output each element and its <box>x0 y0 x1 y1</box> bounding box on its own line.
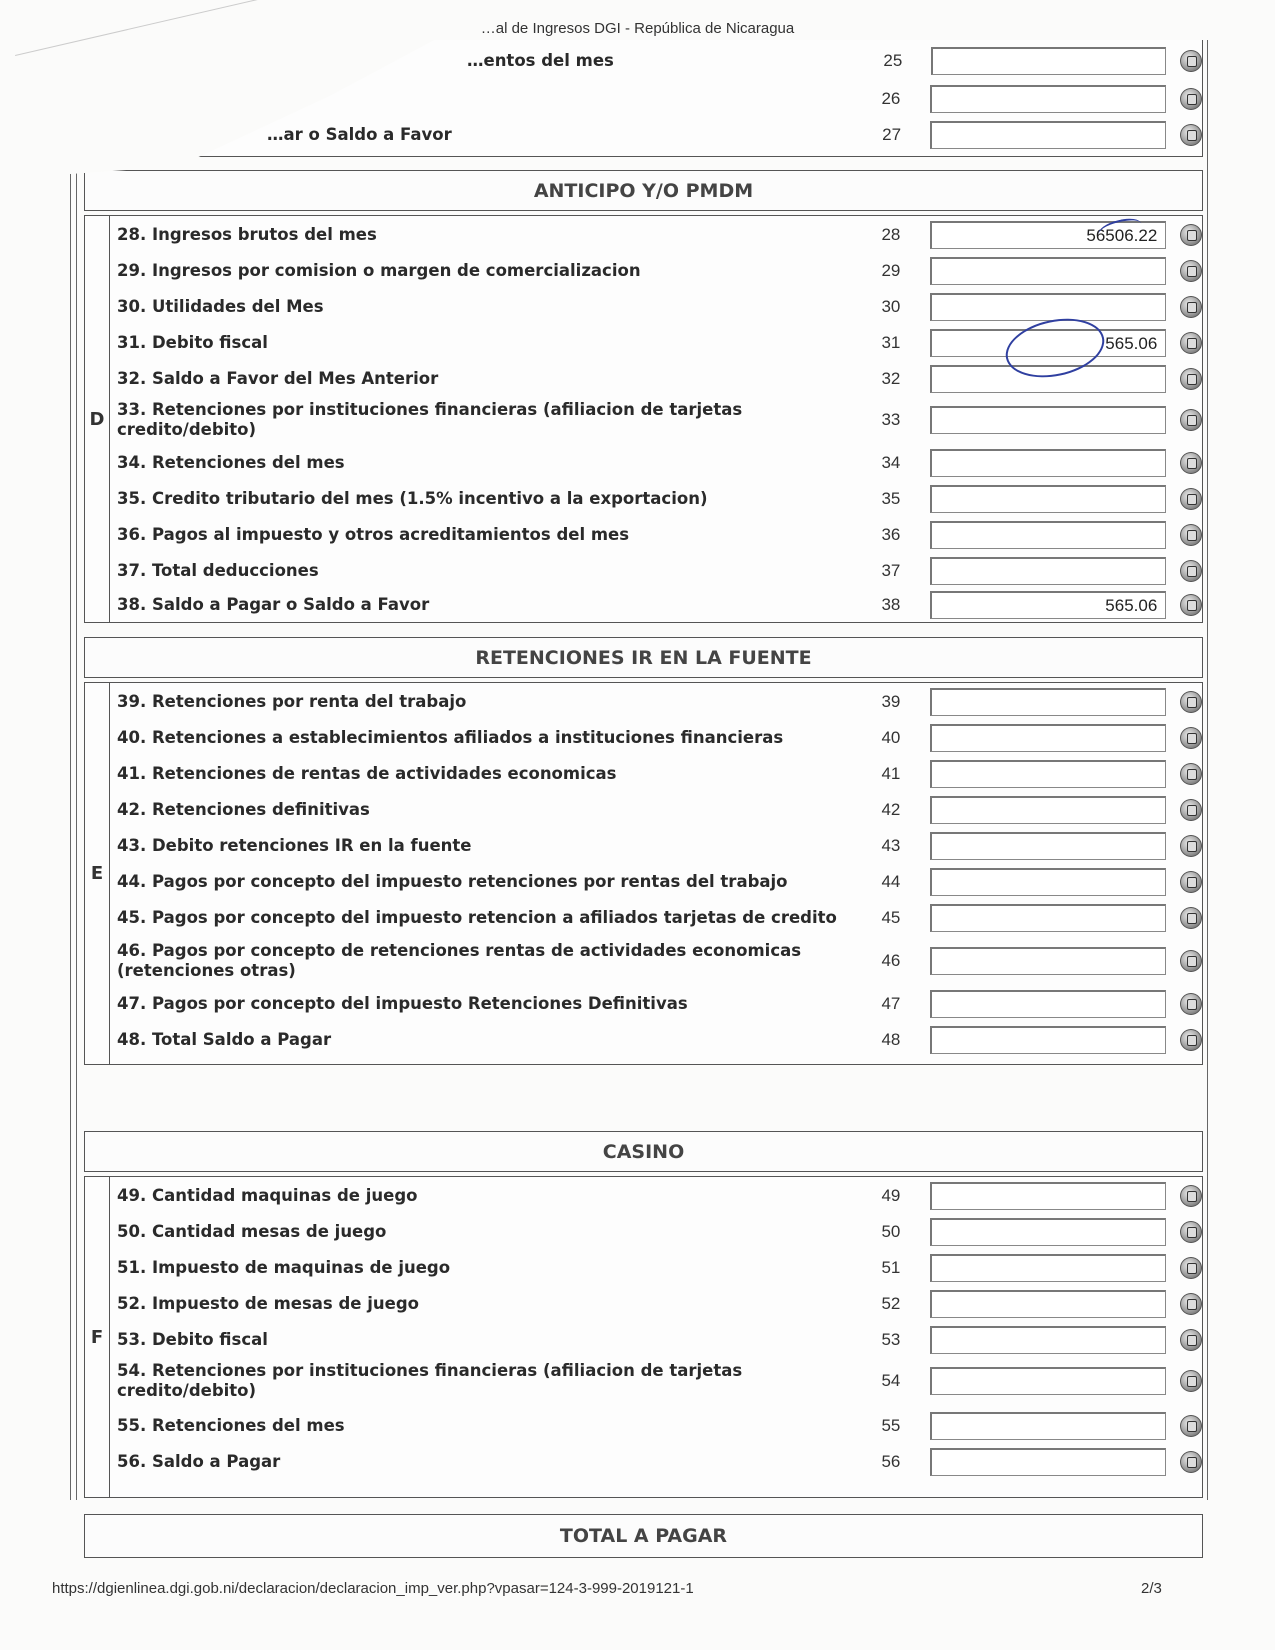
section-f-body <box>84 1176 1203 1498</box>
row-value-field[interactable] <box>930 1326 1167 1354</box>
section-e-body <box>84 682 1203 1065</box>
calculator-icon[interactable] <box>1180 1415 1202 1437</box>
calculator-icon[interactable] <box>1180 224 1202 246</box>
calculator-icon[interactable] <box>1180 871 1202 893</box>
form-row <box>117 220 1202 250</box>
row-number: 25 <box>883 51 903 70</box>
form-row <box>117 120 1202 150</box>
form-row <box>117 398 1202 442</box>
row-number: 53 <box>881 1330 901 1349</box>
row-value-field[interactable] <box>930 760 1167 788</box>
calculator-icon[interactable] <box>1180 488 1202 510</box>
calculator-icon[interactable] <box>1180 1293 1202 1315</box>
calculator-icon[interactable] <box>1180 835 1202 857</box>
footer-url: https://dgienlinea.dgi.gob.ni/declaracion/declaracion_imp_ver.php?vpasar=124-3-999-2019121-1 <box>52 1580 694 1597</box>
row-number: 26 <box>881 89 901 108</box>
form-row <box>117 292 1202 322</box>
row-label: 30. Utilidades del Mes <box>117 297 324 316</box>
row-number: 46 <box>881 951 901 970</box>
row-value-field[interactable] <box>930 406 1167 434</box>
row-value-field[interactable] <box>930 293 1167 321</box>
row-value-field[interactable]: 56506.22 <box>930 221 1167 249</box>
row-number: 50 <box>881 1222 901 1241</box>
form-row <box>117 687 1202 717</box>
calculator-icon[interactable] <box>1180 296 1202 318</box>
row-label: 34. Retenciones del mes <box>117 453 345 472</box>
row-number: 30 <box>881 297 901 316</box>
row-label: 44. Pagos por concepto del impuesto retenciones por rentas del trabajo <box>117 872 788 891</box>
calculator-icon[interactable] <box>1180 691 1202 713</box>
frame-left-line <box>70 170 71 1500</box>
form-row <box>117 989 1202 1019</box>
row-number: 39 <box>881 692 901 711</box>
calculator-icon[interactable] <box>1180 1221 1202 1243</box>
calculator-icon[interactable] <box>1180 368 1202 390</box>
form-row <box>117 1217 1202 1247</box>
row-label: 45. Pagos por concepto del impuesto retencion a afiliados tarjetas de credito <box>117 908 837 927</box>
form-row <box>117 556 1202 586</box>
calculator-icon[interactable] <box>1180 993 1202 1015</box>
calculator-icon[interactable] <box>1180 594 1202 616</box>
row-value-field[interactable] <box>930 521 1167 549</box>
form-row <box>117 590 1202 620</box>
row-value-field[interactable]: 565.06 <box>930 591 1167 619</box>
row-number: 32 <box>881 369 901 388</box>
row-number: 55 <box>881 1416 901 1435</box>
form-row <box>117 759 1202 789</box>
row-label: …entos del mes <box>467 51 614 70</box>
form-row <box>117 723 1202 753</box>
calculator-icon[interactable] <box>1180 560 1202 582</box>
calculator-icon[interactable] <box>1180 88 1202 110</box>
calculator-icon[interactable] <box>1180 950 1202 972</box>
form-row <box>117 1253 1202 1283</box>
form-row <box>117 795 1202 825</box>
row-value-field[interactable] <box>930 1254 1167 1282</box>
row-number: 51 <box>881 1258 901 1277</box>
form-row <box>117 1447 1202 1477</box>
row-label: 31. Debito fiscal <box>117 333 268 352</box>
row-label: 42. Retenciones definitivas <box>117 800 370 819</box>
calculator-icon[interactable] <box>1180 452 1202 474</box>
row-value-field[interactable] <box>930 1218 1167 1246</box>
form-row <box>117 1181 1202 1211</box>
calculator-icon[interactable] <box>1180 50 1202 72</box>
row-value-field[interactable] <box>930 904 1167 932</box>
row-label: 36. Pagos al impuesto y otros acreditamientos del mes <box>117 525 630 544</box>
row-label: 43. Debito retenciones IR en la fuente <box>117 836 472 855</box>
row-number: 56 <box>881 1452 901 1471</box>
row-label: 53. Debito fiscal <box>117 1330 268 1349</box>
page-header: …al de Ingresos DGI - República de Nicaragua <box>480 20 795 37</box>
row-number: 33 <box>881 410 901 429</box>
calculator-icon[interactable] <box>1180 409 1202 431</box>
row-value-field[interactable] <box>930 868 1167 896</box>
form-row <box>117 939 1202 983</box>
form-row <box>117 1325 1202 1355</box>
row-value-field[interactable] <box>930 1290 1167 1318</box>
row-number: 29 <box>881 261 901 280</box>
footer-page-number: 2/3 <box>1141 1580 1162 1597</box>
row-label: 56. Saldo a Pagar <box>117 1452 281 1471</box>
form-row <box>117 831 1202 861</box>
row-number: 35 <box>881 489 901 508</box>
row-number: 44 <box>881 872 901 891</box>
calculator-icon[interactable] <box>1180 799 1202 821</box>
row-value-field[interactable] <box>930 1182 1167 1210</box>
form-row <box>117 1411 1202 1441</box>
row-value-field[interactable] <box>930 832 1167 860</box>
row-number: 42 <box>881 800 901 819</box>
row-number: 54 <box>881 1371 901 1390</box>
row-value-field[interactable] <box>930 121 1166 149</box>
form-row <box>117 1359 1202 1403</box>
calculator-icon[interactable] <box>1180 1257 1202 1279</box>
row-value-field[interactable] <box>930 990 1167 1018</box>
calculator-icon[interactable] <box>1180 332 1202 354</box>
row-number: 28 <box>881 225 901 244</box>
row-value-field[interactable] <box>930 1026 1167 1054</box>
row-value-field[interactable] <box>931 47 1166 75</box>
row-value-field[interactable] <box>930 1412 1167 1440</box>
row-number: 52 <box>881 1294 901 1313</box>
calculator-icon[interactable] <box>1180 1029 1202 1051</box>
row-label: 40. Retenciones a establecimientos afiliados a instituciones financieras <box>117 728 784 747</box>
row-number: 47 <box>881 994 901 1013</box>
row-value-field[interactable] <box>930 557 1167 585</box>
calculator-icon[interactable] <box>1180 260 1202 282</box>
section-d-title: ANTICIPO Y/O PMDM <box>84 170 1203 211</box>
row-label: 49. Cantidad maquinas de juego <box>117 1186 418 1205</box>
row-label: 32. Saldo a Favor del Mes Anterior <box>117 369 439 388</box>
row-value-field[interactable] <box>930 485 1167 513</box>
row-label: …ar o Saldo a Favor <box>267 125 452 144</box>
row-label: 28. Ingresos brutos del mes <box>117 225 377 244</box>
form-row <box>117 256 1202 286</box>
row-label: 51. Impuesto de maquinas de juego <box>117 1258 451 1277</box>
form-row <box>117 903 1202 933</box>
calculator-icon[interactable] <box>1180 1451 1202 1473</box>
row-label: 47. Pagos por concepto del impuesto Retenciones Definitivas <box>117 994 688 1013</box>
row-label: 33. Retenciones por instituciones financieras (afiliacion de tarjetas credito/debito) <box>117 400 743 439</box>
calculator-icon[interactable] <box>1180 124 1202 146</box>
row-label: 48. Total Saldo a Pagar <box>117 1030 332 1049</box>
row-number: 34 <box>881 453 901 472</box>
section-d-letter: D <box>85 216 110 622</box>
row-number: 38 <box>881 595 901 614</box>
calculator-icon[interactable] <box>1180 1329 1202 1351</box>
calculator-icon[interactable] <box>1180 763 1202 785</box>
row-label: 38. Saldo a Pagar o Saldo a Favor <box>117 595 430 614</box>
form-row <box>117 1025 1202 1055</box>
row-value-field[interactable] <box>930 1448 1167 1476</box>
row-value-field[interactable] <box>930 724 1167 752</box>
section-f-letter: F <box>85 1177 110 1497</box>
form-row <box>117 867 1202 897</box>
row-label: 54. Retenciones por instituciones financieras (afiliacion de tarjetas credito/debito) <box>117 1361 743 1400</box>
row-number: 43 <box>881 836 901 855</box>
row-value-field[interactable] <box>930 257 1167 285</box>
row-number: 41 <box>881 764 901 783</box>
row-number: 37 <box>881 561 901 580</box>
frame-right-line <box>1207 40 1208 1500</box>
row-number: 27 <box>882 125 902 144</box>
row-number: 40 <box>881 728 901 747</box>
row-label: 41. Retenciones de rentas de actividades economicas <box>117 764 617 783</box>
row-value-field[interactable] <box>930 947 1167 975</box>
row-label: 46. Pagos por concepto de retenciones rentas de actividades economicas (retenciones otras) <box>117 941 802 980</box>
row-label: 52. Impuesto de mesas de juego <box>117 1294 419 1313</box>
row-number: 31 <box>881 333 901 352</box>
row-value-field[interactable] <box>930 796 1167 824</box>
row-label: 37. Total deducciones <box>117 561 319 580</box>
section-total-title: TOTAL A PAGAR <box>84 1514 1203 1558</box>
calculator-icon[interactable] <box>1180 1185 1202 1207</box>
row-label: 55. Retenciones del mes <box>117 1416 345 1435</box>
row-value-field[interactable] <box>930 449 1167 477</box>
row-number: 45 <box>881 908 901 927</box>
calculator-icon[interactable] <box>1180 727 1202 749</box>
row-value-field[interactable] <box>930 688 1167 716</box>
form-row <box>117 520 1202 550</box>
calculator-icon[interactable] <box>1180 907 1202 929</box>
row-value-field[interactable] <box>930 85 1167 113</box>
section-d-body <box>84 215 1203 623</box>
row-number: 48 <box>881 1030 901 1049</box>
section-f-title: CASINO <box>84 1131 1203 1172</box>
row-label: 39. Retenciones por renta del trabajo <box>117 692 467 711</box>
row-label: 50. Cantidad mesas de juego <box>117 1222 387 1241</box>
calculator-icon[interactable] <box>1180 524 1202 546</box>
section-e-title: RETENCIONES IR EN LA FUENTE <box>84 637 1203 678</box>
row-value-field[interactable] <box>930 1367 1167 1395</box>
row-label: 35. Credito tributario del mes (1.5% incentivo a la exportacion) <box>117 489 708 508</box>
calculator-icon[interactable] <box>1180 1370 1202 1392</box>
row-number: 49 <box>881 1186 901 1205</box>
row-number: 36 <box>881 525 901 544</box>
row-value-field[interactable]: 565.06 <box>930 329 1167 357</box>
frame-left-line-inner <box>76 170 77 1500</box>
row-label: 29. Ingresos por comision o margen de comercializacion <box>117 261 641 280</box>
form-row <box>117 1289 1202 1319</box>
section-e-letter: E <box>85 683 110 1064</box>
form-row <box>117 484 1202 514</box>
form-row <box>117 448 1202 478</box>
